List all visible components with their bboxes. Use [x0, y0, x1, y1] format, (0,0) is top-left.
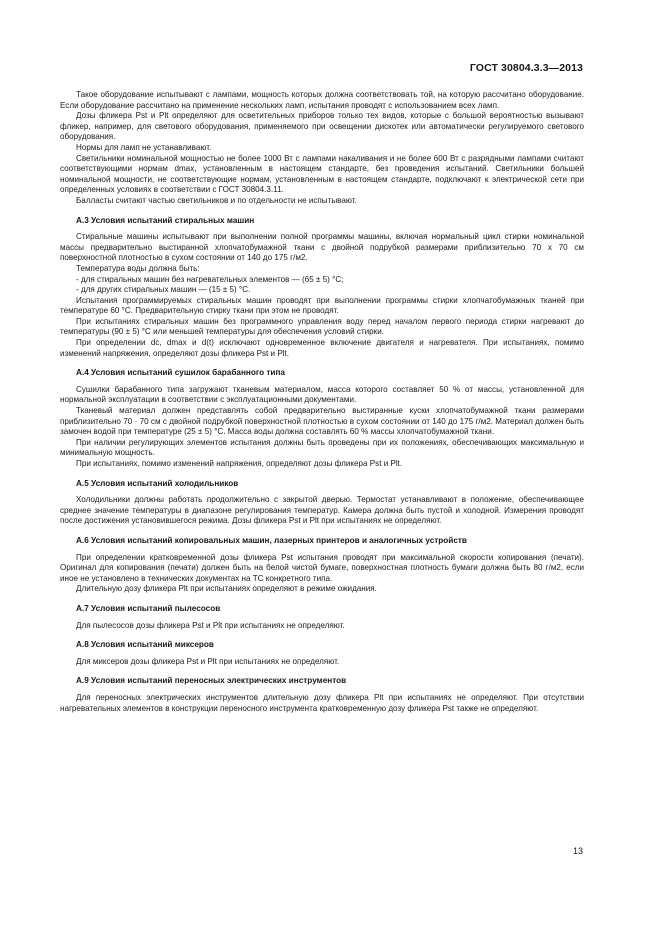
paragraph: При наличии регулирующих элементов испытания должны быть проведены при их положениях, обеспечивающих максимальную и минимальную мощность.	[60, 437, 584, 458]
paragraph: При определении кратковременной дозы фликера Pst испытания проводят при максимальной скорости копирования (печати). Оригинал для копирования (печати) должен быть на белой чистой бумаге, поверхностная плотность бумаги должна быть 80 г/м2, если иное не установлено в технических документах на ТС конкретного типа.	[60, 552, 584, 583]
paragraph: Светильники номинальной мощностью не более 1000 Вт с лампами накаливания и не более 600 Вт с разрядными лампами считают соответствующими нормам dmax, установленным в настоящем стандарте, без проведения испытаний. Светильники большей номинальной мощности, не соответствующие нормам, установленным в настоящем стандарте, подключают к электрической сети при определенных условиях в соответствии с ГОСТ 30804.3.11.	[60, 153, 584, 195]
paragraph: Температура воды должна быть:	[76, 263, 200, 273]
document-body	[60, 90, 584, 714]
list-item: - для других стиральных машин — (15 ± 5) °С.	[76, 285, 251, 295]
section-heading-a4: А.4 Условия испытаний сушилок барабанного типа	[76, 368, 285, 378]
paragraph: Холодильники должны работать продолжительно с закрытой дверью. Термостат устанавливают в положение, обеспечивающее среднее значение температуры в диапазоне регулирования температур. Камера должна быть пустой и холодной. Измерения проводят после достижения установившегося режима. Дозы фликера Pst и Plt при испытаниях не определяют.	[60, 495, 584, 526]
paragraph: При определении dc, dmax и d(t) исключают одновременное включение двигателя и нагревателя. При испытаниях, помимо изменений напряжения, определяют дозы фликера Pst и Plt.	[60, 338, 584, 358]
paragraph: Такое оборудование испытывают с лампами, мощность которых должна соответствовать той, на которую рассчитано оборудование. Если оборудование рассчитано на применение нескольких ламп, испытания проводят с использованием всех ламп.	[60, 90, 584, 110]
paragraph: Для пылесосов дозы фликера Pst и Plt при испытаниях не определяют.	[76, 620, 345, 630]
section-heading-a7: А.7 Условия испытаний пылесосов	[76, 603, 221, 613]
paragraph: Балласты считают частью светильников и по отдельности не испытывают.	[76, 195, 357, 205]
paragraph: Тканевый материал должен представлять собой предварительно выстиранные куски хлопчатобумажной ткани размерами приблизительно 70 · 70 см с двойной подрубкой поверхностной плотностью в сухом состоянии от 140 до 175 г/м2. Материал должен быть замочен водой при температуре (25 ± 5) °С. Масса воды должна составлять 60 % массы хлопчатобумажной ткани.	[60, 406, 584, 437]
paragraph: Нормы для ламп не устанавливают.	[76, 142, 212, 152]
paragraph: При испытаниях стиральных машин без программного управления воду перед началом первого периода стирки нагревают до температуры (90 ± 5) °С или меньшей температуры для обеспечения условий стирки.	[60, 316, 584, 337]
section-heading-a5: А.5 Условия испытаний холодильников	[76, 478, 239, 488]
paragraph: Дозы фликера Pst и Plt определяют для осветительных приборов только тех видов, которые с большой вероятностью вызывают фликер, например, для светового оборудования, применяемого при освещении дискотек или автоматически регулируемого светового оборудования.	[60, 111, 584, 142]
paragraph: Для миксеров дозы фликера Pst и Plt при испытаниях не определяют.	[76, 656, 340, 666]
section-heading-a9: А.9 Условия испытаний переносных электрических инструментов	[76, 676, 347, 686]
paragraph: Длительную дозу фликера Plt при испытаниях определяют в режиме ожидания.	[76, 584, 377, 594]
paragraph: При испытаниях, помимо изменений напряжения, определяют дозы фликера Pst и Plt.	[76, 459, 403, 468]
section-heading-a8: А.8 Условия испытаний миксеров	[76, 640, 214, 650]
section-heading-a6: А.6 Условия испытаний копировальных машин, лазерных принтеров и аналогичных устройств	[76, 535, 467, 545]
paragraph: Сушилки барабанного типа загружают тканевым материалом, масса которого составляет 50 % от массы, установленной для нормальной эксплуатации в соответствии с эксплуатационными документами.	[60, 384, 584, 405]
list-item: - для стиральных машин без нагревательных элементов — (65 ± 5) °С;	[76, 274, 344, 284]
section-heading-a3: А.3 Условия испытаний стиральных машин	[76, 215, 255, 225]
page-number: 13	[572, 846, 583, 856]
paragraph: Стиральные машины испытывают при выполнении полной программы машины, включая нормальный цикл стирки номинальной массы предварительно выстиранной хлопчатобумажной ткани с двойной подрубкой размерами приблизительно 70 х 70 см поверхностной плотностью в сухом состоянии от 140 до 175 г/м2.	[60, 232, 584, 263]
paragraph: Для переносных электрических инструментов длительную дозу фликера Plt при испытаниях не определяют. При отсутствии нагревательных элементов в конструкции переносного инструмента кратковременную дозу фликера Pst также не определяют.	[60, 692, 584, 713]
paragraph: Испытания программируемых стиральных машин проводят при выполнении программы стирки хлопчатобумажных тканей при температуре 60 °С. Предварительную стирку ткани при этом не проводят.	[60, 295, 584, 316]
document-id: ГОСТ 30804.3.3—2013	[469, 62, 583, 74]
